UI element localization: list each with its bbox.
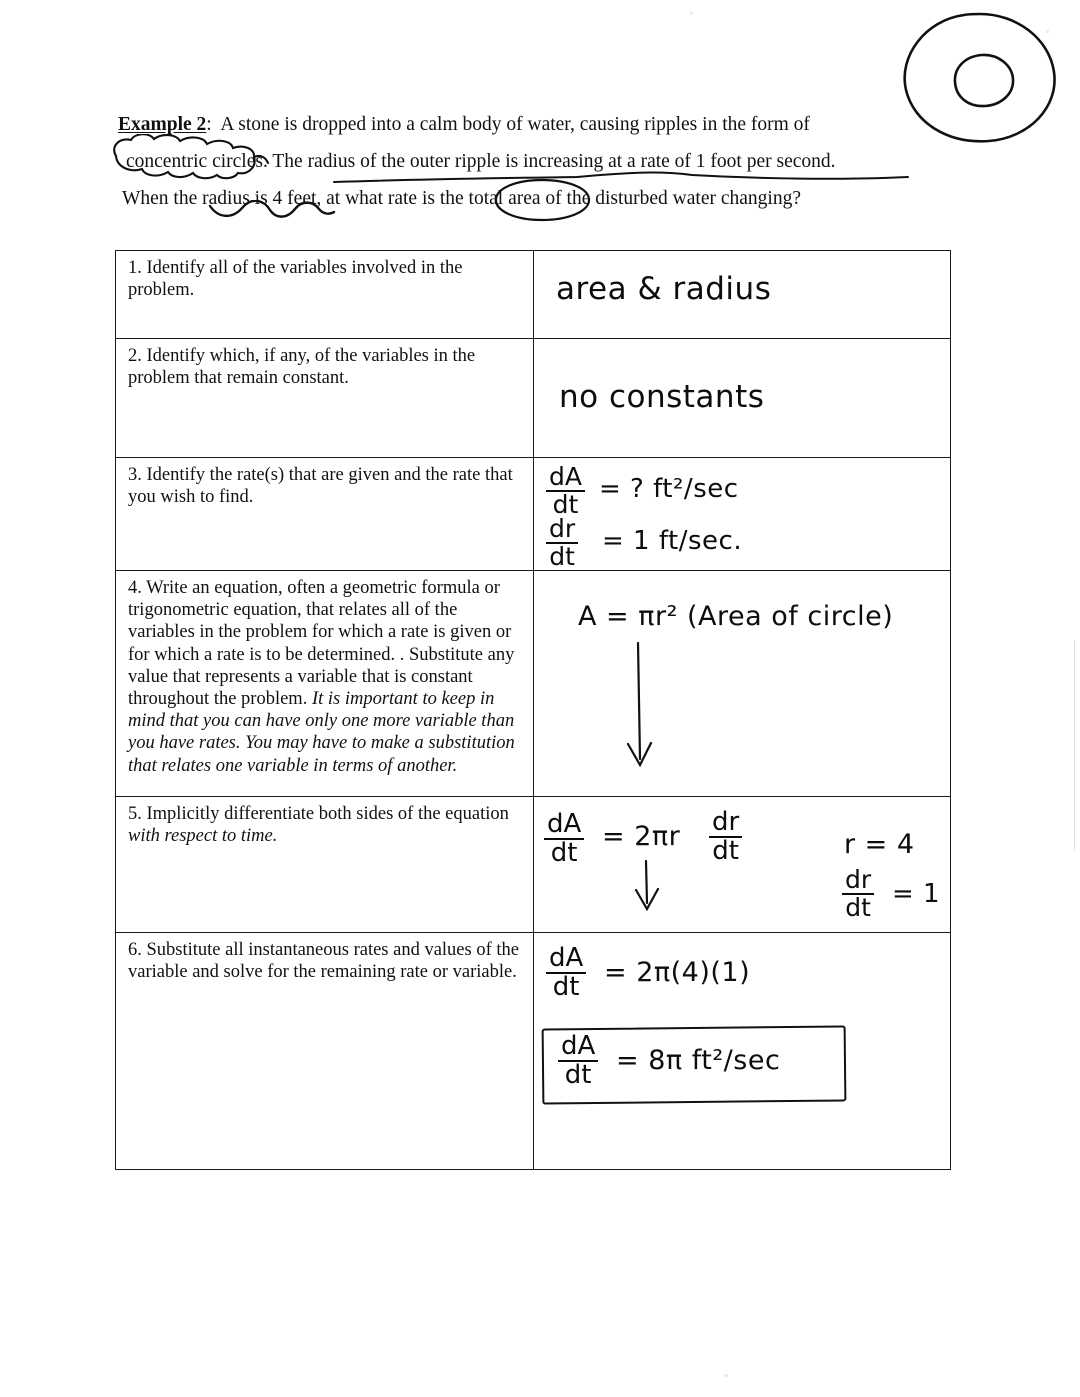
steps-table (115, 250, 951, 1170)
step-2-prompt-cell (116, 339, 534, 458)
step-5-prompt-italic: with respect to time. (128, 826, 278, 847)
step-6-prompt: 6. Substitute all instantaneous rates and values of the variable and solve for the remaining rate or variable. (128, 940, 519, 983)
step-4-prompt-italic: It is important to keep in mind that you can have only one more variable than you have rates. You may have to make a substitution that relates one variable in terms of another. (128, 689, 515, 776)
step-3-eq-1-fraction (546, 464, 585, 517)
example-heading: Example 2 (118, 114, 207, 135)
statement-circled-concentric-circles: concentric circles. (126, 151, 268, 172)
step-3-eq-1-numerator: dA (546, 464, 585, 492)
step-2-work-cell[interactable] (534, 339, 951, 458)
step-5-lhs-numerator: dA (544, 811, 584, 840)
step-5-side-note-rate-rhs: = 1 (892, 879, 941, 909)
step-6-substitution-numerator: dA (546, 945, 586, 974)
step-6-work-cell[interactable] (534, 933, 951, 1170)
step-4-prompt-roman: 4. Write an equation, often a geometric formula or trigonometric equation, that relates all of the variables in the problem for which a rate is given or for which a rate is to be determined. . Substitute any value that represents a variable that is constant throughout the problem. (128, 578, 515, 710)
table-row (116, 571, 951, 797)
step-3-eq-2-rhs: = 1 ft/sec. (602, 526, 743, 556)
scan-artifact-vertical (1074, 640, 1075, 850)
step-5-rhs-fraction (709, 809, 742, 864)
step-4-work-cell[interactable] (534, 571, 951, 797)
down-arrow-icon (620, 641, 660, 781)
step-5-side-note-numerator: dr (842, 867, 874, 895)
step-3-prompt-cell (116, 458, 534, 571)
table-row (116, 339, 951, 458)
step-6-final-denominator: dt (564, 1059, 592, 1090)
step-3-work-cell[interactable] (534, 458, 951, 571)
down-arrow-icon (629, 859, 665, 921)
step-5-work-cell[interactable] (534, 797, 951, 933)
step-5-prompt-roman: 5. Implicitly differentiate both sides of the equation (128, 804, 509, 824)
step-1-answer: area & radius (556, 271, 772, 307)
statement-line-3-radius: When the radius is 4 feet (122, 188, 317, 209)
table-row (116, 458, 951, 571)
step-3-prompt: 3. Identify the rate(s) that are given and the rate that you wish to find. (128, 465, 513, 508)
table-row (116, 251, 951, 339)
statement-line-2-rest: The radius of the outer ripple is increasing at a rate of 1 foot per second. (272, 151, 836, 172)
statement-line-1: A stone is dropped into a calm body of water, causing ripples in the form of (220, 114, 810, 135)
step-3-eq-2-fraction (546, 516, 578, 569)
step-5-rhs-denominator: dt (712, 835, 739, 866)
step-5-rhs-numerator: dr (709, 809, 742, 838)
step-6-substitution-fraction (546, 945, 586, 1000)
step-5-prompt-cell (116, 797, 534, 933)
step-1-work-cell[interactable] (534, 251, 951, 339)
table-row (116, 797, 951, 933)
table-row (116, 933, 951, 1170)
step-3-eq-2-numerator: dr (546, 516, 578, 544)
step-6-substitution-denominator: dt (552, 971, 580, 1002)
step-5-middle-expression: = 2πr (602, 821, 681, 852)
step-2-answer: no constants (559, 379, 765, 415)
scan-artifact-speck-top (690, 12, 693, 15)
step-5-lhs-denominator: dt (550, 837, 578, 868)
step-5-side-note-radius: r = 4 (844, 829, 915, 860)
example-heading-colon: : (206, 114, 212, 135)
statement-circled-total-area: total area (468, 188, 541, 209)
step-1-prompt-cell (116, 251, 534, 339)
step-6-final-rhs: = 8π ft²/sec (616, 1045, 781, 1076)
step-5-lhs-fraction (544, 811, 584, 866)
step-5-side-note-rate-fraction (842, 867, 874, 920)
step-3-eq-1-rhs: = ? ft²/sec (599, 474, 739, 504)
step-3-eq-1-denominator: dt (552, 489, 579, 519)
step-4-prompt-cell (116, 571, 534, 797)
step-6-final-fraction (558, 1033, 598, 1088)
statement-line-3-end: of the disturbed water changing? (540, 188, 801, 209)
step-2-prompt: 2. Identify which, if any, of the variables in the problem that remain constant. (128, 346, 476, 389)
step-4-answer-formula: A = πr² (Area of circle) (578, 601, 894, 632)
step-5-side-note-denominator: dt (845, 892, 871, 922)
step-1-prompt: 1. Identify all of the variables involved in the problem. (128, 258, 463, 301)
step-6-final-numerator: dA (558, 1033, 598, 1062)
step-3-eq-2-denominator: dt (549, 541, 575, 571)
statement-line-3-mid: , at what rate is the (316, 188, 469, 209)
scan-artifact-speck-bottom (724, 1374, 728, 1377)
problem-statement (118, 106, 918, 217)
step-6-substitution-rhs: = 2π(4)(1) (604, 957, 751, 988)
step-6-prompt-cell (116, 933, 534, 1170)
